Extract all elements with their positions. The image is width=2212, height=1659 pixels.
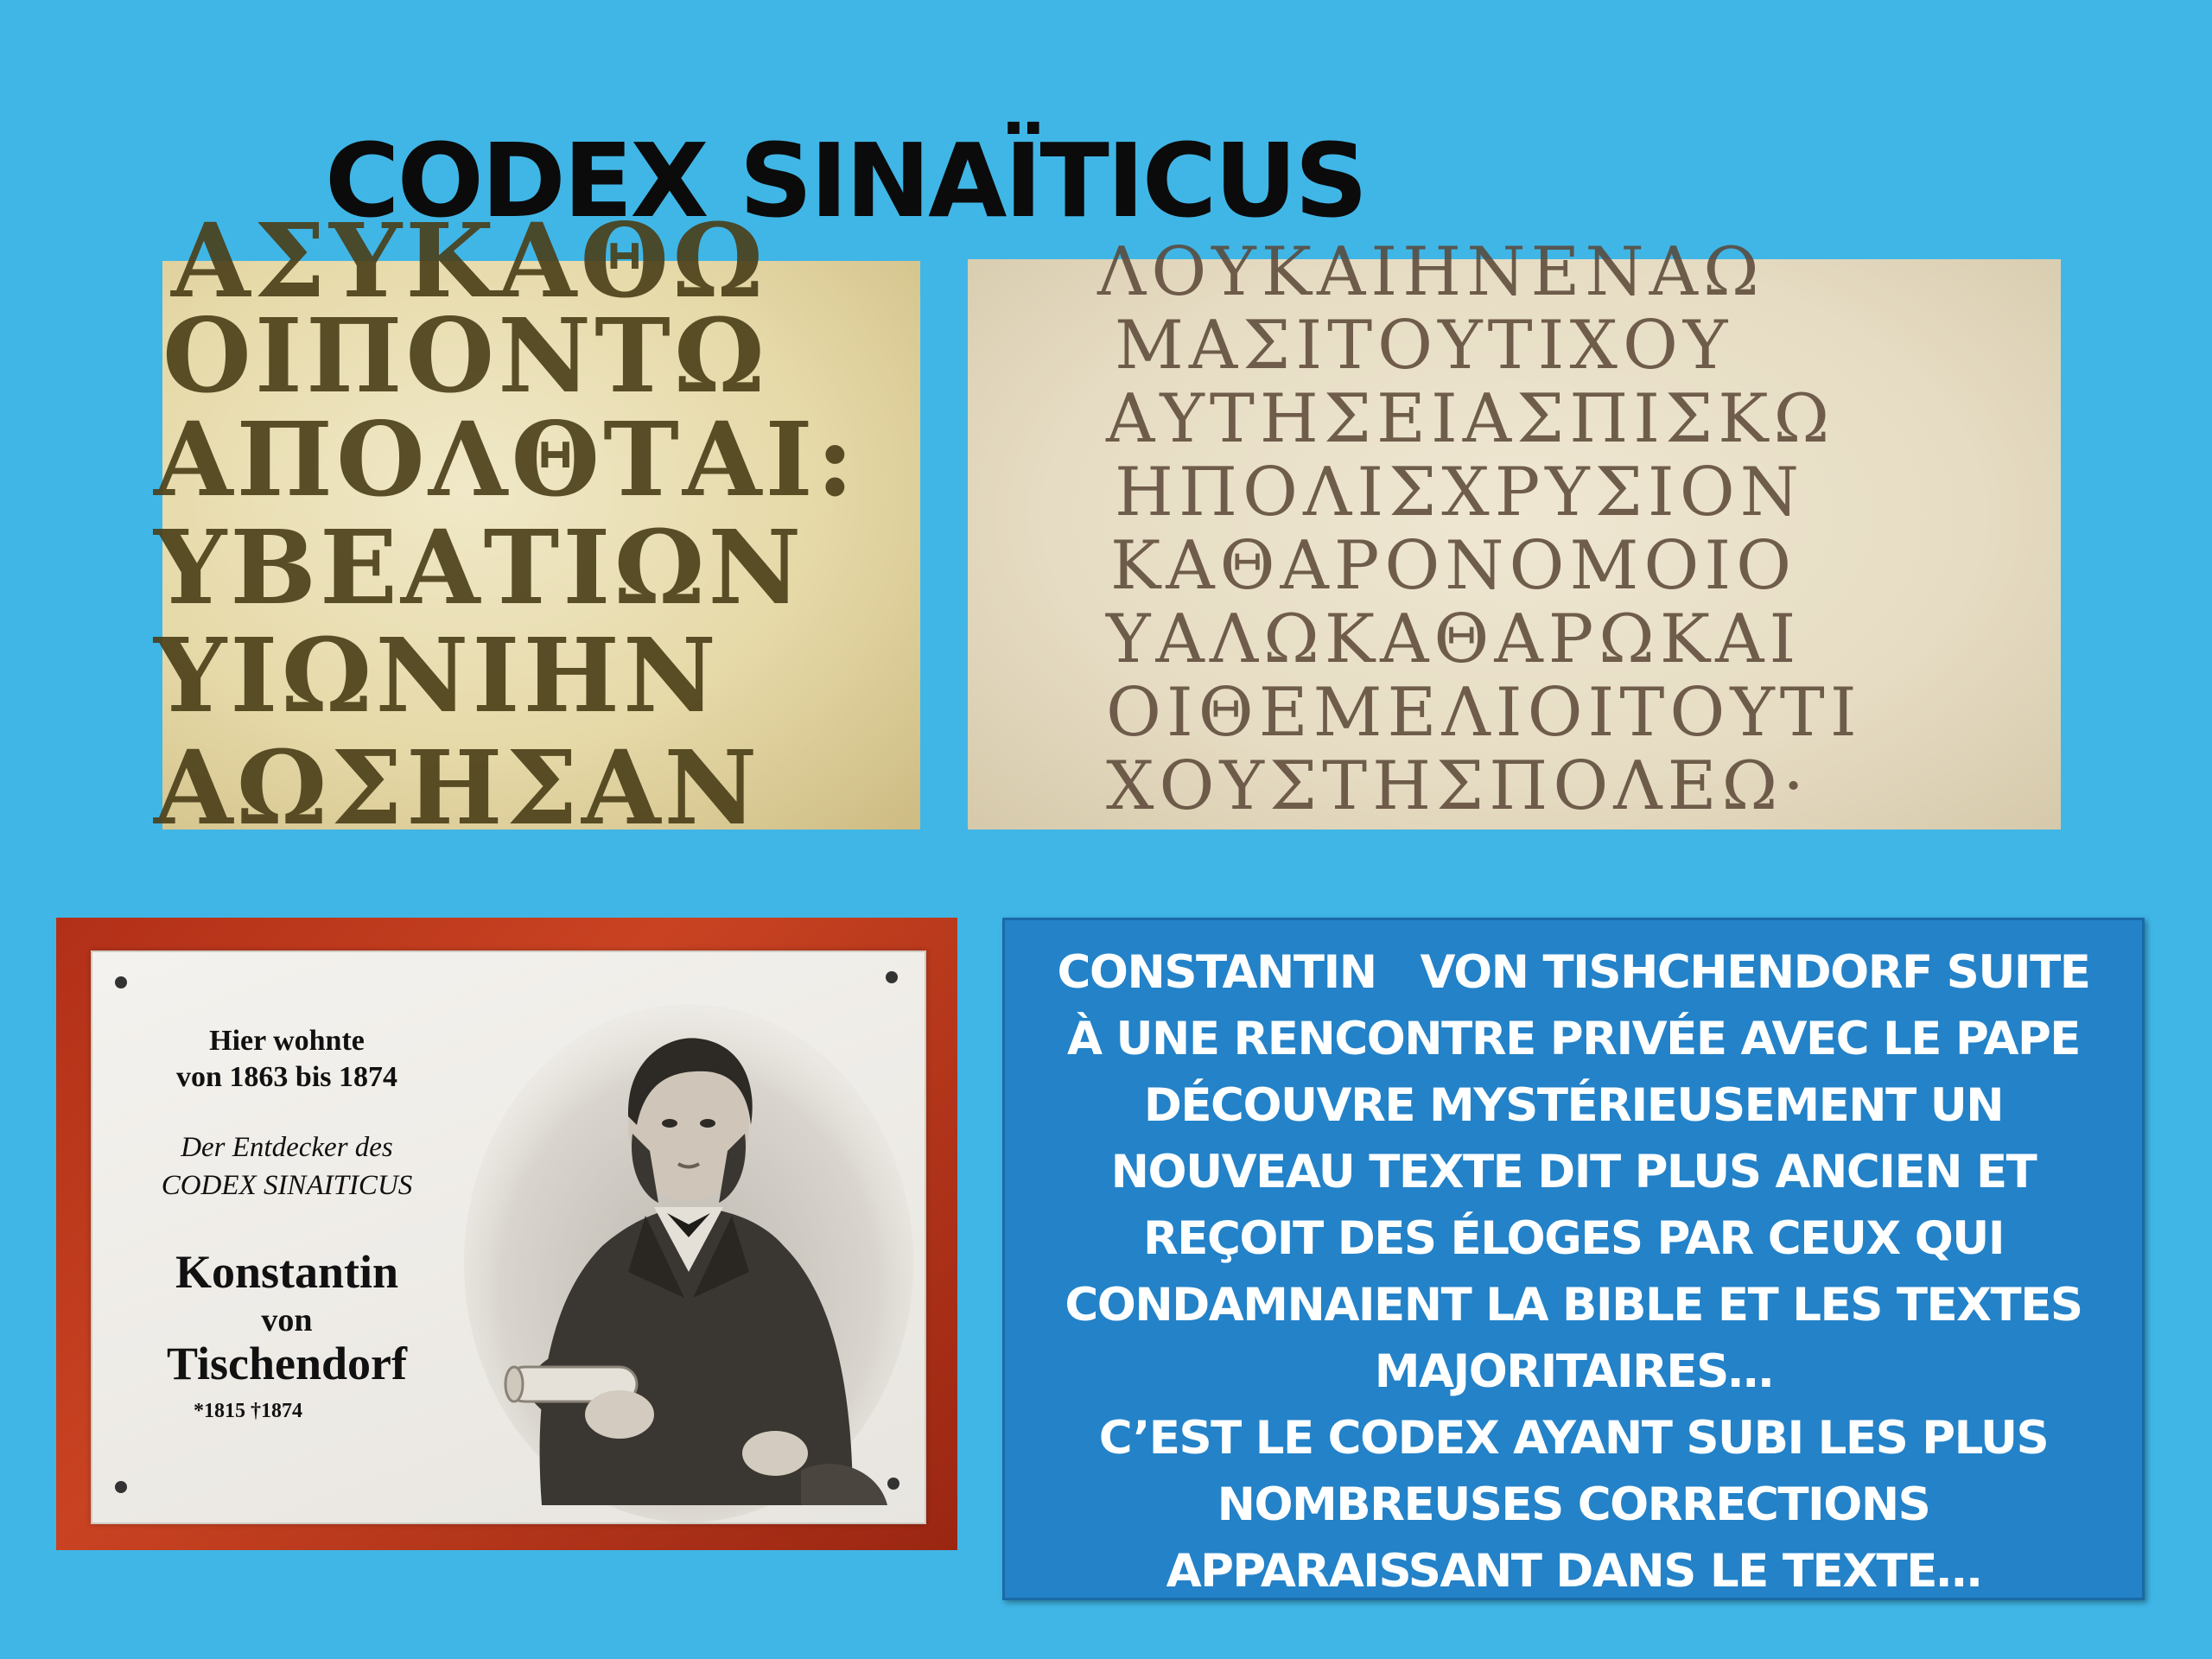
manuscript-line: ΟΙΠΟΝΤΩ (162, 296, 768, 416)
plaque-line: von 1863 bis 1874 (176, 1061, 397, 1093)
manuscript-line: ΗΠΟΛΙΣΧΡΥΣΙΟΝ (1115, 454, 1804, 531)
manuscript-line: ΑΥΤΗΣΕΙΑΣΠΙΣΚΩ (1106, 380, 1835, 458)
manuscript-photo-left (154, 200, 920, 848)
plaque-name: von (261, 1302, 313, 1338)
slide-title: CODEX SINAÏTICUS (325, 121, 1366, 240)
screw-icon (886, 971, 898, 983)
manuscript-line: ΟΙΘΕΜΕΛΙΟΙΤΟΥΤΙ (1106, 674, 1862, 752)
screw-icon (115, 976, 127, 988)
description-line: DÉCOUVRE MYSTÉRIEUSEMENT UN (1143, 1079, 2004, 1132)
plaque-name: Tischendorf (166, 1338, 408, 1389)
manuscript-line: ΑΣΥΚΑΘΩ (171, 200, 767, 321)
plaque-name: Konstantin (175, 1246, 399, 1298)
description-line: CONSTANTIN VON TISHCHENDORF SUITE (1057, 946, 2090, 999)
screw-icon (115, 1481, 127, 1493)
manuscript-line: ΧΟΥΣΤΗΣΠΟΛΕΩ· (1106, 747, 1810, 825)
plaque-line: CODEX SINAITICUS (161, 1170, 413, 1201)
manuscript-line: ΜΑΣΙΤΟΥΤΙΧΟΥ (1115, 307, 1733, 385)
description-line: À UNE RENCONTRE PRIVÉE AVEC LE PAPE (1066, 1013, 2081, 1065)
manuscript-photo-right (968, 233, 2061, 830)
manuscript-line: ΑΩΣΗΣΑΝ (154, 728, 761, 848)
manuscript-line: ΑΠΟΛΘΤΑΙ: (154, 399, 858, 519)
description-box (1002, 918, 2145, 1600)
plaque-line: Hier wohnte (209, 1025, 365, 1057)
memorial-plaque (91, 950, 926, 1524)
plaque-dates: *1815 †1874 (194, 1400, 302, 1422)
description-line: MAJORITAIRES… (1374, 1345, 1773, 1398)
description-line: NOUVEAU TEXTE DIT PLUS ANCIEN ET (1110, 1146, 2037, 1198)
description-line: NOMBREUSES CORRECTIONS (1217, 1478, 1930, 1531)
plaque-line: Der Entdecker des (181, 1132, 393, 1163)
description-line: CONDAMNAIENT LA BIBLE ET LES TEXTES (1065, 1279, 2082, 1332)
plaque-photo (56, 918, 957, 1550)
portrait-engraving (473, 987, 905, 1505)
description-line: APPARAISSANT DANS LE TEXTE… (1166, 1545, 1981, 1598)
description-line: REÇOIT DES ÉLOGES PAR CEUX QUI (1142, 1212, 2005, 1265)
manuscript-line: ΥΙΩΝΙΗΝ (154, 615, 720, 735)
description-line: C’EST LE CODEX AYANT SUBI LES PLUS (1098, 1412, 2049, 1465)
manuscript-line: ΛΟΥΚΑΙΗΝΕΝΑΩ (1097, 233, 1764, 311)
manuscript-line: ΚΑΘΑΡΟΝΟΜΟΙΟ (1110, 527, 1797, 605)
manuscript-line: ΥΑΛΩΚΑΘΑΡΩΚΑΙ (1106, 601, 1802, 678)
manuscript-line: ΥΒΕΑΤΙΩΝ (154, 507, 805, 627)
